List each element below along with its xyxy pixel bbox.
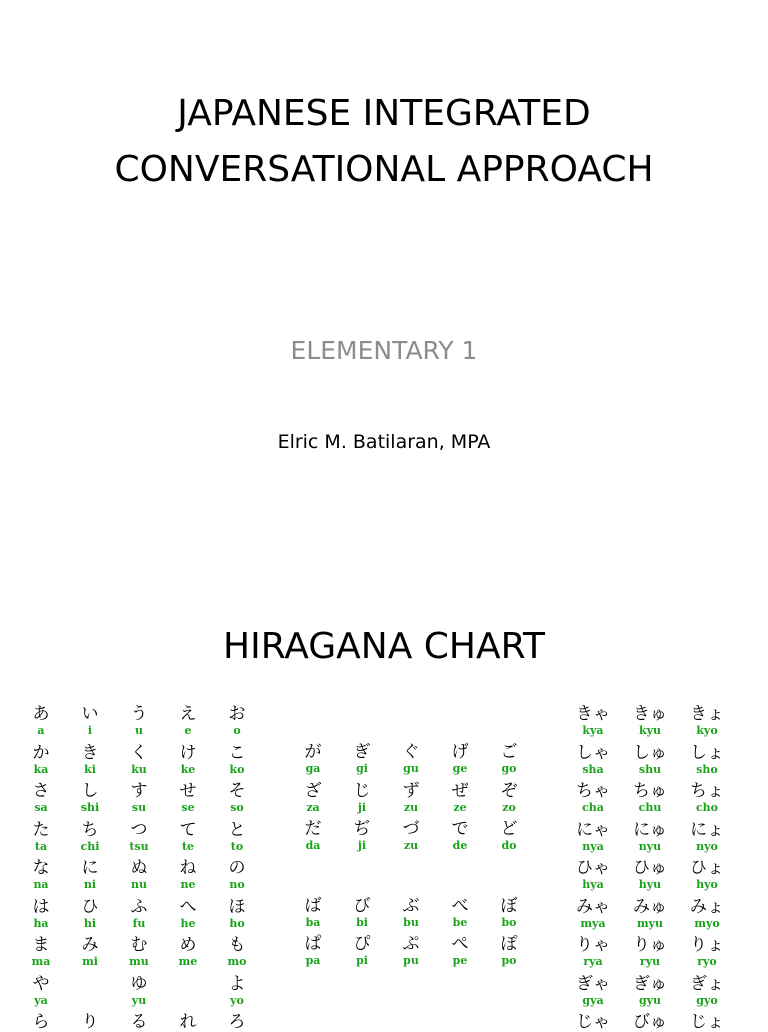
kana-cell <box>488 781 530 814</box>
kana-cell <box>681 781 733 814</box>
kana-character: も <box>228 935 246 955</box>
kana-cell <box>69 897 111 930</box>
romaji-label: me <box>178 955 198 968</box>
kana-character: つ <box>130 819 148 840</box>
kana-character: え <box>179 704 197 724</box>
kana-character: じゃ <box>576 1012 610 1032</box>
kana-character: ひゃ <box>576 858 610 878</box>
kana-cell <box>216 858 258 891</box>
kana-cell <box>567 704 619 737</box>
kana-character: げ <box>451 742 469 762</box>
romaji-label: ki <box>84 762 96 776</box>
kana-character: せ <box>179 781 197 801</box>
kana-cell <box>20 1012 62 1032</box>
kana-cell <box>567 1012 619 1032</box>
kana-cell <box>624 820 676 853</box>
kana-character: こ <box>228 742 246 763</box>
kana-cell <box>439 781 481 814</box>
kana-character: ちゃ <box>576 781 610 801</box>
kana-cell <box>292 934 334 967</box>
kana-character: し <box>81 781 99 801</box>
romaji-label: ke <box>180 762 196 776</box>
romaji-label: mi <box>82 955 98 968</box>
kana-cell <box>488 819 530 852</box>
kana-character: みゅ <box>633 896 667 917</box>
romaji-label: shi <box>80 801 100 814</box>
kana-character: き <box>81 742 99 763</box>
kana-cell <box>681 820 733 853</box>
kana-character: れ <box>179 1012 197 1032</box>
kana-cell <box>624 743 676 776</box>
romaji-label: ge <box>452 762 468 775</box>
kana-character: ぢ <box>353 819 371 839</box>
romaji-label: pu <box>403 954 419 967</box>
kana-character: ま <box>32 935 50 955</box>
kana-cell <box>216 897 258 930</box>
romaji-label: cha <box>582 801 604 814</box>
kana-character: ひょ <box>690 858 724 878</box>
kana-character: は <box>32 896 50 917</box>
romaji-label: pa <box>305 954 321 967</box>
kana-cell <box>390 934 432 967</box>
kana-cell <box>624 704 676 737</box>
kana-character: づ <box>402 819 420 839</box>
romaji-label: mu <box>129 955 149 968</box>
kana-cell <box>488 934 530 967</box>
romaji-label: gu <box>403 762 419 775</box>
romaji-label: gyu <box>638 993 662 1007</box>
romaji-label: ho <box>229 916 245 930</box>
romaji-label: ga <box>305 762 321 775</box>
romaji-label: ni <box>83 878 97 891</box>
romaji-label: sho <box>696 762 718 776</box>
kana-cell <box>20 820 62 853</box>
kana-cell <box>20 935 62 968</box>
kana-cell <box>118 858 160 891</box>
kana-character: が <box>304 742 322 762</box>
romaji-label: rya <box>583 955 603 968</box>
kana-character: ちょ <box>690 781 724 801</box>
kana-character: じょ <box>690 1012 724 1032</box>
kana-cell <box>20 781 62 814</box>
kana-cell <box>118 704 160 737</box>
romaji-label: bu <box>403 916 419 929</box>
kana-cell <box>216 820 258 853</box>
kana-cell <box>341 742 383 775</box>
romaji-label: do <box>501 839 517 852</box>
kana-cell <box>118 781 160 814</box>
kana-character: にょ <box>690 819 724 840</box>
slide-title-line-2: CONVERSATIONAL APPROACH <box>114 149 654 190</box>
kana-cell <box>69 781 111 814</box>
kana-character: ぺ <box>451 934 469 954</box>
kana-cell <box>488 896 530 929</box>
kana-character: め <box>179 935 197 955</box>
romaji-label: ji <box>357 800 367 814</box>
kana-character: ほ <box>228 896 246 917</box>
kana-character: へ <box>179 896 197 917</box>
kana-cell <box>390 781 432 814</box>
kana-cell <box>341 896 383 929</box>
romaji-label: da <box>305 839 321 852</box>
kana-cell <box>341 781 383 814</box>
kana-cell <box>167 1012 209 1032</box>
romaji-label: zu <box>403 800 419 814</box>
kana-cell <box>167 858 209 891</box>
romaji-label: ko <box>229 762 245 776</box>
kana-cell <box>488 742 530 775</box>
romaji-label: ryu <box>639 955 661 968</box>
romaji-label: ne <box>180 878 196 891</box>
romaji-label: nu <box>131 878 147 891</box>
kana-cell <box>681 974 733 1007</box>
kana-character: りょ <box>690 935 724 955</box>
kana-cell <box>69 935 111 968</box>
kana-character: ぶ <box>402 896 420 916</box>
kana-cell <box>20 704 62 737</box>
kana-cell <box>118 1012 160 1032</box>
romaji-label: ba <box>305 916 321 929</box>
kana-character: に <box>81 858 99 878</box>
kana-character: ち <box>81 819 99 840</box>
kana-cell <box>167 897 209 930</box>
kana-character: ね <box>179 858 197 878</box>
kana-character: て <box>179 819 197 840</box>
kana-character: い <box>81 704 99 724</box>
kana-character: しょ <box>690 742 724 763</box>
kana-cell <box>216 704 258 737</box>
kana-cell <box>624 781 676 814</box>
kana-character: び <box>353 896 371 916</box>
kana-cell <box>216 781 258 814</box>
kana-cell <box>390 742 432 775</box>
kana-character: ご <box>500 742 518 762</box>
romaji-label: sha <box>582 762 604 776</box>
romaji-label: he <box>180 916 196 930</box>
kana-character: す <box>130 781 148 801</box>
kana-cell <box>567 858 619 891</box>
kana-cell <box>69 820 111 853</box>
romaji-label: mo <box>227 955 247 968</box>
kana-cell <box>118 897 160 930</box>
kana-cell <box>292 742 334 775</box>
romaji-label: chu <box>638 801 662 814</box>
kana-character: ぎゅ <box>633 973 667 994</box>
kana-character: く <box>130 742 148 763</box>
kana-character: りゅ <box>633 935 667 955</box>
kana-cell <box>167 820 209 853</box>
kana-cell <box>167 704 209 737</box>
kana-character: ふ <box>130 896 148 917</box>
kana-cell <box>69 704 111 737</box>
romaji-label: hyu <box>638 878 662 891</box>
romaji-label: ku <box>131 762 147 776</box>
kana-cell <box>118 820 160 853</box>
kana-character: ちゅ <box>633 781 667 801</box>
romaji-label: nya <box>582 839 604 853</box>
romaji-label: bo <box>501 916 517 929</box>
kana-character: む <box>130 935 148 955</box>
romaji-label: kyu <box>638 724 661 737</box>
romaji-label: a <box>37 724 45 737</box>
kana-character: そ <box>228 781 246 801</box>
kana-cell <box>624 1012 676 1032</box>
kana-cell <box>20 858 62 891</box>
romaji-label: o <box>233 724 241 737</box>
kana-cell <box>439 896 481 929</box>
kana-character: た <box>32 819 50 840</box>
romaji-label: no <box>229 878 245 891</box>
kana-cell <box>69 858 111 891</box>
kana-cell <box>624 935 676 968</box>
kana-cell <box>567 935 619 968</box>
kana-character: ど <box>500 819 518 839</box>
romaji-label: yo <box>230 993 244 1007</box>
kana-cell <box>292 896 334 929</box>
kana-character: ざ <box>304 780 322 801</box>
kana-cell <box>167 781 209 814</box>
romaji-label: pi <box>356 954 368 967</box>
kana-character: ぜ <box>451 780 469 801</box>
kana-cell <box>681 935 733 968</box>
kana-character: ゆ <box>130 973 148 994</box>
kana-character: る <box>130 1012 148 1032</box>
romaji-label: myu <box>636 916 664 930</box>
kana-cell <box>567 974 619 1007</box>
romaji-label: so <box>230 801 244 814</box>
romaji-label: ryo <box>697 955 717 968</box>
kana-cell <box>681 1012 733 1032</box>
kana-character: ぞ <box>500 780 518 801</box>
romaji-label: nyo <box>696 839 718 853</box>
kana-character: ぽ <box>500 934 518 954</box>
romaji-label: ya <box>34 993 48 1007</box>
kana-character: み <box>81 935 99 955</box>
kana-cell <box>292 781 334 814</box>
kana-character: きょ <box>690 704 724 724</box>
romaji-label: mya <box>580 916 606 930</box>
kana-character: ず <box>402 780 420 801</box>
romaji-label: za <box>306 800 320 814</box>
kana-cell <box>681 858 733 891</box>
romaji-label: gi <box>356 762 368 775</box>
romaji-label: ka <box>33 762 49 776</box>
kana-cell <box>341 934 383 967</box>
kana-character: ぱ <box>304 934 322 954</box>
kana-character: べ <box>451 896 469 916</box>
kana-character: ひ <box>81 896 99 917</box>
kana-character: ぎゃ <box>576 973 610 994</box>
kana-cell <box>20 974 62 1007</box>
romaji-label: yu <box>131 993 147 1007</box>
kana-character: ば <box>304 896 322 916</box>
kana-character: あ <box>32 704 50 724</box>
kana-character: で <box>451 819 469 839</box>
kana-cell <box>439 742 481 775</box>
kana-cell <box>390 896 432 929</box>
kana-cell <box>20 897 62 930</box>
kana-cell <box>681 743 733 776</box>
kana-cell <box>118 974 160 1007</box>
romaji-label: shu <box>638 762 662 776</box>
kana-cell <box>118 743 160 776</box>
kana-cell <box>20 743 62 776</box>
romaji-label: ha <box>33 916 49 930</box>
kana-cell <box>341 819 383 852</box>
kana-character: しゅ <box>633 742 667 763</box>
kana-cell <box>390 819 432 852</box>
romaji-label: se <box>181 801 195 814</box>
kana-character: ぎ <box>353 742 371 762</box>
kana-cell <box>439 819 481 852</box>
kana-character: みゃ <box>576 896 610 917</box>
kana-character: しゃ <box>576 742 610 763</box>
kana-character: と <box>228 819 246 840</box>
kana-character: や <box>32 973 50 994</box>
romaji-label: na <box>33 878 49 891</box>
romaji-label: zu <box>403 839 419 852</box>
kana-cell <box>567 743 619 776</box>
romaji-label: i <box>87 724 93 737</box>
kana-character: け <box>179 742 197 763</box>
kana-cell <box>118 935 160 968</box>
kana-cell <box>567 897 619 930</box>
kana-cell <box>439 934 481 967</box>
kana-character: にゅ <box>633 819 667 840</box>
kana-cell <box>167 935 209 968</box>
kana-character: びゅ <box>633 1012 667 1032</box>
kana-character: ぼ <box>500 896 518 916</box>
romaji-label: sa <box>34 801 48 814</box>
romaji-label: pe <box>452 954 468 967</box>
kana-character: じ <box>353 780 371 801</box>
kana-cell <box>216 974 258 1007</box>
kana-cell <box>292 819 334 852</box>
kana-character: ぴ <box>353 934 371 954</box>
kana-character: さ <box>32 781 50 801</box>
romaji-label: go <box>501 762 517 775</box>
kana-character: ら <box>32 1012 50 1032</box>
kana-character: の <box>228 858 246 878</box>
kana-cell <box>167 743 209 776</box>
kana-character: ぬ <box>130 858 148 878</box>
kana-cell <box>216 743 258 776</box>
kana-cell <box>69 743 111 776</box>
romaji-label: fu <box>132 916 146 930</box>
romaji-label: nyu <box>638 839 662 853</box>
kana-character: だ <box>304 819 322 839</box>
romaji-label: gya <box>582 993 604 1007</box>
romaji-label: hi <box>83 916 97 930</box>
romaji-label: kyo <box>696 724 718 737</box>
hiragana-chart-title: HIRAGANA CHART <box>223 626 545 667</box>
romaji-label: gyo <box>696 993 718 1007</box>
romaji-label: tsu <box>129 839 149 853</box>
romaji-label: e <box>184 724 192 737</box>
kana-cell <box>624 974 676 1007</box>
romaji-label: de <box>452 839 468 852</box>
romaji-label: ze <box>453 800 467 814</box>
romaji-label: te <box>181 839 195 853</box>
romaji-label: cho <box>695 801 719 814</box>
romaji-label: chi <box>80 839 100 853</box>
kana-character: な <box>32 858 50 878</box>
romaji-label: u <box>135 724 143 737</box>
romaji-label: ta <box>34 839 48 853</box>
kana-character: にゃ <box>576 819 610 840</box>
romaji-label: bi <box>356 916 368 929</box>
slide-title-line-1: JAPANESE INTEGRATED <box>177 93 591 134</box>
romaji-label: ji <box>357 839 367 852</box>
kana-character: りゃ <box>576 935 610 955</box>
romaji-label: to <box>230 839 244 853</box>
kana-cell <box>567 820 619 853</box>
author-name: Elric M. Batilaran, MPA <box>277 431 491 453</box>
romaji-label: zo <box>502 800 516 814</box>
romaji-label: myo <box>694 916 720 930</box>
romaji-label: ma <box>31 955 51 968</box>
kana-cell <box>681 897 733 930</box>
kana-cell <box>624 897 676 930</box>
kana-cell <box>624 858 676 891</box>
kana-character: ひゅ <box>633 858 667 878</box>
kana-character: ぐ <box>402 742 420 762</box>
kana-character: お <box>228 704 246 724</box>
kana-cell <box>69 1012 111 1032</box>
kana-character: きゅ <box>633 704 667 724</box>
kana-character: り <box>81 1012 99 1032</box>
kana-cell <box>216 935 258 968</box>
kana-cell <box>567 781 619 814</box>
romaji-label: po <box>501 954 517 967</box>
slide-subtitle: ELEMENTARY 1 <box>290 336 478 365</box>
kana-character: ぎょ <box>690 973 724 994</box>
kana-character: う <box>130 704 148 724</box>
kana-character: か <box>32 742 50 763</box>
kana-cell <box>681 704 733 737</box>
romaji-label: hya <box>582 878 604 891</box>
kana-cell <box>216 1012 258 1032</box>
romaji-label: su <box>131 801 147 814</box>
kana-character: みょ <box>690 896 724 917</box>
kana-character: ぷ <box>402 934 420 954</box>
romaji-label: hyo <box>696 878 718 891</box>
romaji-label: kya <box>582 724 604 737</box>
romaji-label: be <box>452 916 468 929</box>
kana-character: よ <box>228 973 246 994</box>
kana-character: きゃ <box>576 704 610 724</box>
kana-character: ろ <box>228 1012 246 1032</box>
